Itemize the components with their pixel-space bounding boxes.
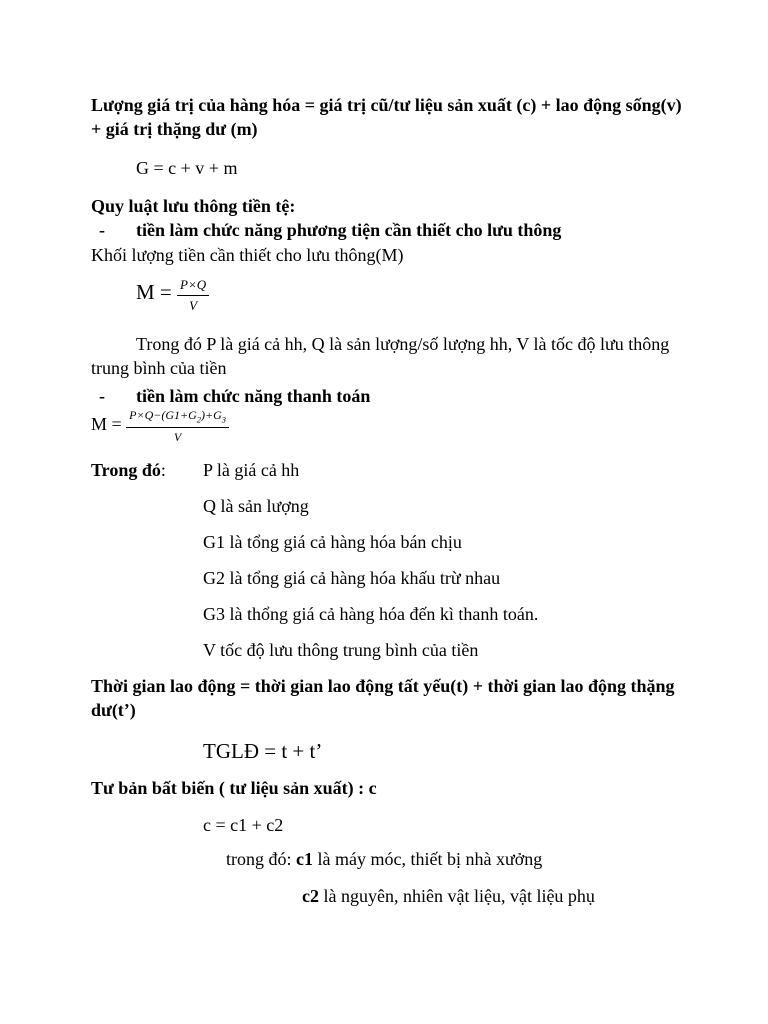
constant-capital-heading: Tư bản bất biến ( tư liệu sản xuất) : c — [91, 778, 377, 798]
definition-item: V tốc độ lưu thông trung bình của tiền — [203, 640, 479, 660]
definition-item: P là giá cả hh — [203, 460, 300, 480]
formula-m-denominator: V — [189, 297, 198, 313]
definitions-label-text: Trong đó — [91, 460, 161, 480]
c2-definition — [302, 884, 690, 908]
definitions-colon: : — [160, 460, 166, 480]
bullet-payment-text: tiền làm chức năng thanh toán — [136, 386, 371, 406]
labor-time-formula: TGLĐ = t + t’ — [203, 739, 323, 763]
c2-text: là nguyên, nhiên vật liệu, vật liệu phụ — [319, 886, 595, 906]
numerator-part-2: )+G — [200, 408, 222, 422]
formula-m-fraction — [177, 276, 209, 314]
definition-item: G1 là tổng giá cả hàng hóa bán chịu — [203, 532, 462, 552]
formula-payment-denominator: V — [173, 429, 182, 444]
formula-m-basic — [136, 276, 690, 314]
numerator-part-1: P×Q−(G1+G — [129, 408, 197, 422]
bullet-payment-function — [99, 384, 370, 408]
c2-label: c2 — [302, 886, 319, 906]
value-of-goods-heading: Lượng giá trị của hàng hóa = giá trị cũ/tư liệu sản xuất (c) + lao động sống(v) + giá trị thặng dư (m) — [91, 95, 682, 140]
definition-item: Q là sản lượng — [203, 496, 309, 516]
c1-label: c1 — [296, 849, 313, 869]
where-label: trong đó: — [226, 849, 296, 869]
formula-payment-fraction — [126, 407, 229, 445]
definition-item: G2 là tổng giá cả hàng hóa khấu trừ nhau — [203, 568, 501, 588]
formula-m-payment — [91, 407, 690, 445]
bullet-circulation-function — [99, 218, 561, 242]
definition-item: G3 là thổng giá cả hàng hóa đến kì thanh toán. — [203, 604, 539, 624]
definitions-label — [91, 458, 690, 482]
bullet-dash: - — [99, 220, 105, 240]
c1-definition — [226, 847, 690, 871]
bullet-circulation-text: tiền làm chức năng phương tiện cần thiết cho lưu thông — [136, 220, 562, 240]
money-circulation-heading: Quy luật lưu thông tiền tệ: — [91, 196, 296, 216]
numerator-subscript-3: 3 — [221, 415, 226, 425]
formula-payment-lhs: M = — [91, 414, 127, 435]
formula-m-lhs: M = — [136, 280, 178, 305]
numerator-subscript-2: 2 — [196, 415, 201, 425]
formula-m-numerator: P×Q — [177, 276, 209, 296]
bullet-dash: - — [99, 386, 105, 406]
constant-capital-formula: c = c1 + c2 — [203, 815, 284, 835]
formula-payment-numerator — [126, 407, 229, 428]
money-quantity-line: Khối lượng tiền cần thiết cho lưu thông(M) — [91, 245, 404, 265]
value-formula: G = c + v + m — [136, 158, 238, 178]
labor-time-heading: Thời gian lao động = thời gian lao động tất yếu(t) + thời gian lao động thặng dư(t’) — [91, 676, 675, 721]
formula-explanation: Trong đó P là giá cả hh, Q là sản lượng/số lượng hh, V là tốc độ lưu thông trung bình của tiền — [91, 334, 670, 379]
c1-text: là máy móc, thiết bị nhà xưởng — [313, 849, 543, 869]
